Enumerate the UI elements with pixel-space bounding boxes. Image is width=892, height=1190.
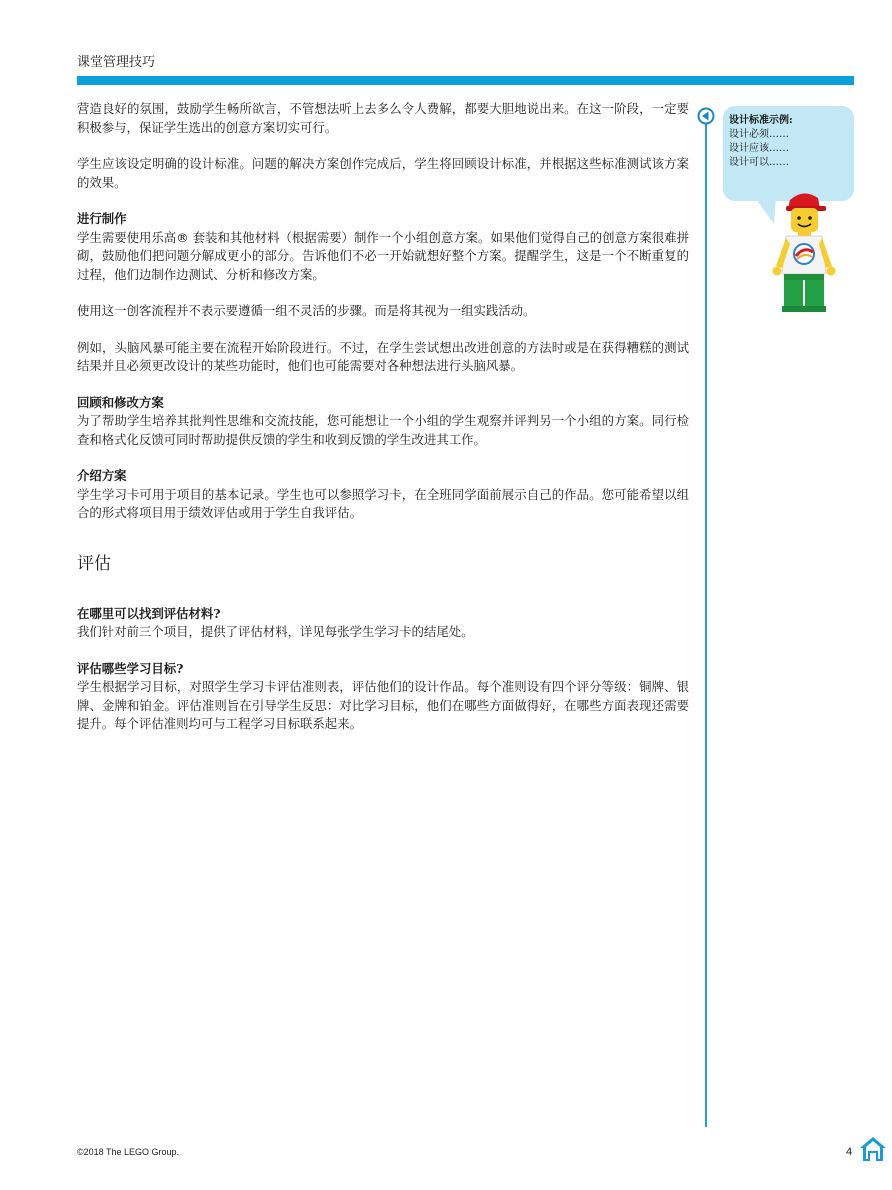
make-paragraph-2: 使用这一创客流程并不表示要遵循一组不灵活的步骤。而是将其视为一组实践活动。 xyxy=(77,303,536,318)
assessment-question-2: 评估哪些学习目标? xyxy=(77,660,184,676)
present-body: 学生学习卡可用于项目的基本记录。学生也可以参照学习卡，在全班同学面前展示自己的作品。您可能希望以组合的形式将项目用于绩效评估或用于学生自我评估。 xyxy=(77,486,689,520)
lego-minifigure-image xyxy=(758,186,848,314)
triangle-left-circle-icon xyxy=(697,107,715,125)
assessment-q2-block xyxy=(77,660,689,734)
make-section xyxy=(77,210,689,284)
assessment-answer-2: 学生根据学习目标，对照学生学习卡评估准则表，评估他们的设计作品。每个准则设有四个评分等级：铜牌、银牌、金牌和铂金。评估准则旨在引导学生反思：对比学习目标，他们在哪些方面做得好，在哪些方面表现还需要提升。每个评估准则均可与工程学习目标联系起来。 xyxy=(77,679,689,731)
bubble-line-1: 设计必须…… xyxy=(729,129,789,140)
present-section xyxy=(77,467,689,523)
review-heading: 回顾和修改方案 xyxy=(77,394,164,410)
intro-paragraph-1: 营造良好的氛围，鼓励学生畅所欲言，不管想法听上去多么令人费解，都要大胆地说出来。在这一阶段，一定要积极参与，保证学生选出的创意方案切实可行。 xyxy=(77,101,689,135)
review-body: 为了帮助学生培养其批判性思维和交流技能，您可能想让一个小组的学生观察并评判另一个小组的方案。同行检查和格式化反馈可同时帮助提供反馈的学生和收到反馈的学生改进其工作。 xyxy=(77,413,689,447)
page-number: 4 xyxy=(846,1146,853,1158)
bubble-line-2: 设计应该…… xyxy=(729,143,789,154)
main-content xyxy=(77,100,689,752)
make-body: 学生需要使用乐高® 套装和其他材料（根据需要）制作一个小组创意方案。如果他们觉得自己的创意方案很难拼砌，鼓励他们把问题分解成更小的部分。告诉他们不必一开始就想好整个方案。提醒学生，这是一个不断重复的过程，他们边制作边测试、分析和修改方案。 xyxy=(77,229,689,282)
review-section xyxy=(77,394,689,450)
make-paragraph-3: 例如，头脑风暴可能主要在流程开始阶段进行。不过，在学生尝试想出改进创意的方法时或是在获得糟糕的测试结果并且必须更改设计的某些功能时，他们也可能需要对各种想法进行头脑风暴。 xyxy=(77,339,689,373)
bubble-title: 设计标准示例: xyxy=(729,115,793,126)
bubble-line-3: 设计可以…… xyxy=(729,157,789,168)
assessment-answer-1: 我们针对前三个项目，提供了评估材料，详见每张学生学习卡的结尾处。 xyxy=(77,624,474,639)
header-rule xyxy=(77,76,854,85)
assessment-title: 评估 xyxy=(77,553,111,574)
assessment-question-1: 在哪里可以找到评估材料? xyxy=(77,605,221,621)
page-header-title: 课堂管理技巧 xyxy=(77,55,156,70)
footer-copyright: ©2018 The LEGO Group. xyxy=(77,1147,180,1157)
home-icon[interactable] xyxy=(858,1134,888,1164)
sidebar-divider xyxy=(705,115,707,1127)
make-heading: 进行制作 xyxy=(77,211,127,226)
design-criteria-examples xyxy=(729,114,849,170)
intro-paragraph-2: 学生应该设定明确的设计标准。问题的解决方案创作完成后，学生将回顾设计标准，并根据这些标准测试该方案的效果。 xyxy=(77,156,689,190)
present-heading: 介绍方案 xyxy=(77,468,127,483)
assessment-q1-block xyxy=(77,605,689,642)
